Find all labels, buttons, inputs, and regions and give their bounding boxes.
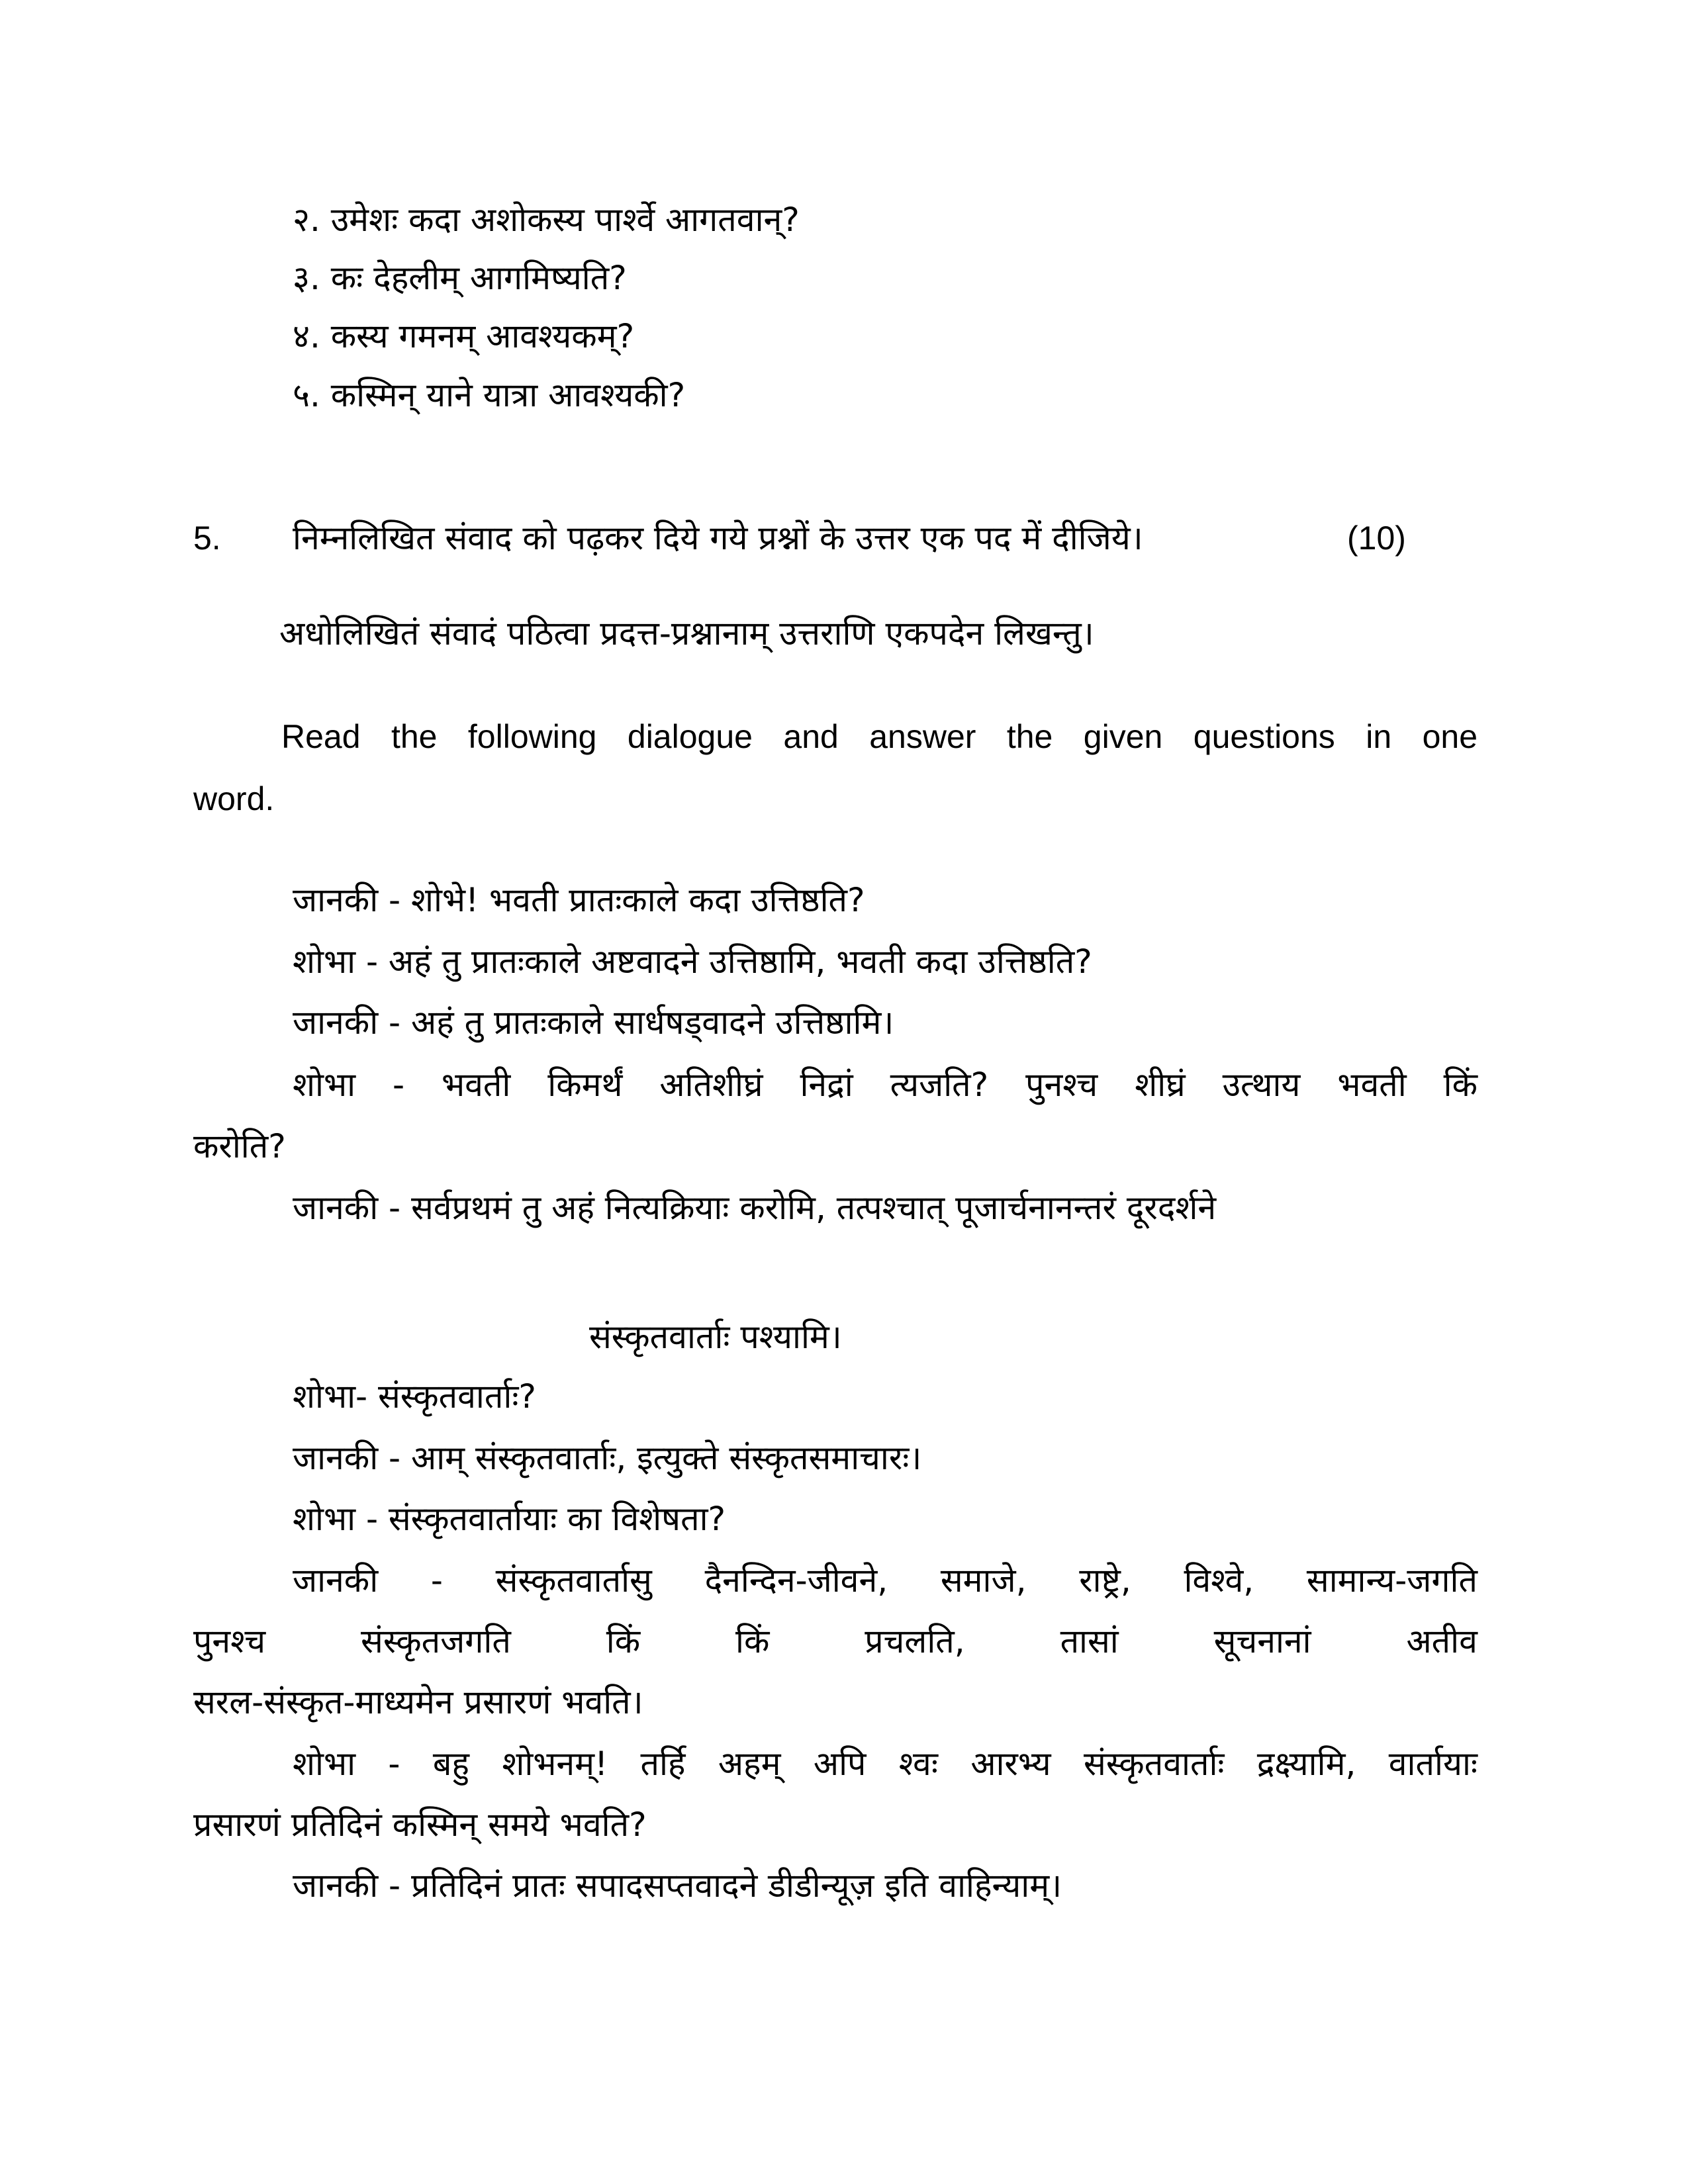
dialogue-line-4b: करोति? — [193, 1127, 286, 1165]
dialogue-line-6: शोभा- संस्कृतवार्ताः? — [293, 1377, 536, 1416]
sanskrit-instruction: अधोलिखितं संवादं पठित्वा प्रदत्त-प्रश्नानाम् उत्तराणि एकपदेन लिखन्तु। — [279, 614, 1094, 653]
dialogue-line-11: जानकी - प्रतिदिनं प्रातः सपादसप्तवादने डीडीन्यूज़ इति वाहिन्याम्। — [293, 1866, 1062, 1905]
dialogue-line-2: शोभा - अहं तु प्रातःकाले अष्टवादने उत्तिष्ठामि, भवती कदा उत्तिष्ठति? — [293, 942, 1092, 981]
english-instruction-line2: word. — [193, 780, 275, 817]
dialogue-line-5a: जानकी - सर्वप्रथमं तु अहं नित्यक्रियाः करोमि, तत्पश्चात् पूजार्चनानन्तरं दूरदर्शने — [293, 1189, 1217, 1227]
word: अतीव — [1406, 1622, 1477, 1661]
dialogue-line-4a: शोभा - भवती किमर्थं अतिशीघ्रं निद्रां त्यजति? पुनश्च शीघ्रं उत्थाय भवती किं — [293, 1066, 1477, 1104]
dialogue-line-3: जानकी - अहं तु प्रातःकाले सार्धषड्वादने उत्तिष्ठामि। — [293, 1003, 894, 1042]
word: किं — [735, 1622, 770, 1661]
dialogue-line-10a: शोभा - बहु शोभनम्! तर्हि अहम् अपि श्वः आरभ्य संस्कृतवार्ताः द्रक्ष्यामि, वार्तायाः — [293, 1745, 1477, 1783]
word: प्रचलति, — [865, 1622, 965, 1661]
dialogue-line-1: जानकी - शोभे! भवती प्रातःकाले कदा उत्तिष्ठति? — [293, 881, 865, 919]
word: किं — [606, 1622, 641, 1661]
dialogue-line-9b — [193, 1618, 1477, 1664]
word: पुनश्च — [193, 1622, 266, 1661]
dialogue-line-9c: सरल-संस्कृत-माध्यमेन प्रसारणं भवति। — [193, 1683, 643, 1721]
question-number: 5. — [193, 520, 221, 557]
english-instruction-line1: Read the following dialogue and answer the given questions in one — [281, 718, 1477, 755]
dialogue-line-10b: प्रसारणं प्रतिदिनं कस्मिन् समये भवति? — [193, 1805, 647, 1844]
hindi-instruction: निम्नलिखित संवाद को पढ़कर दिये गये प्रश्नों के उत्तर एक पद में दीजिये। — [293, 519, 1143, 557]
dialogue-line-8: शोभा - संस्कृतवार्तायाः का विशेषता? — [293, 1500, 726, 1538]
question-5: ५. कस्मिन् याने यात्रा आवश्यकी? — [293, 376, 686, 414]
question-2: २. उमेशः कदा अशोकस्य पार्श्वे आगतवान्? — [293, 201, 800, 239]
question-4: ४. कस्य गमनम् आवश्यकम्? — [293, 317, 635, 355]
question-3: ३. कः देहलीम् आगमिष्यति? — [293, 259, 627, 297]
word: संस्कृतजगति — [361, 1622, 511, 1661]
dialogue-line-9a: जानकी - संस्कृतवार्तासु दैनन्दिन-जीवने, समाजे, राष्ट्रे, विश्वे, सामान्य-जगति — [293, 1561, 1477, 1600]
word: सूचनानां — [1213, 1622, 1311, 1661]
marks: (10) — [1347, 520, 1406, 557]
dialogue-line-5b: संस्कृतवार्ताः पश्यामि। — [589, 1318, 842, 1356]
word: तासां — [1060, 1622, 1119, 1661]
dialogue-line-7: जानकी - आम् संस्कृतवार्ताः, इत्युक्ते संस्कृतसमाचारः। — [293, 1439, 922, 1477]
